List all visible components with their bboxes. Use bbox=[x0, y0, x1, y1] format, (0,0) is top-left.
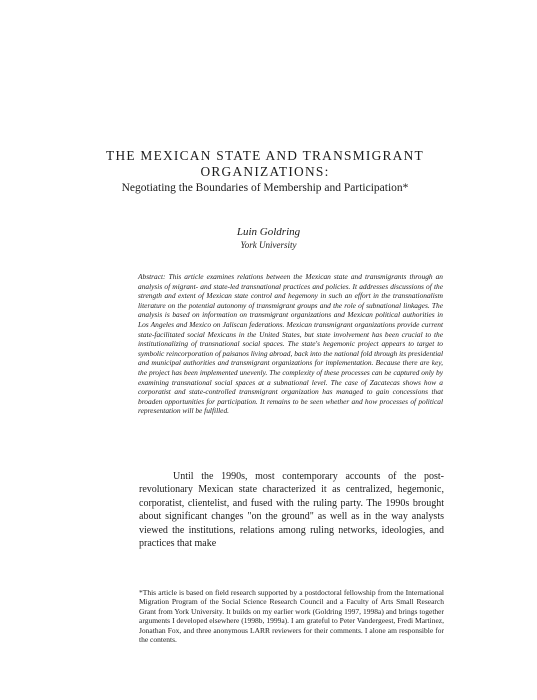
abstract-label: Abstract: bbox=[138, 272, 166, 281]
footnote: *This article is based on field research supported by a postdoctoral fellowship from the International Migration Program of the Social Science Research Council and a Faculty of Arts Small Research Grant from York University. It builds on my earlier work (Goldring 1997, 1998a) and brings together arguments I developed elsewhere (1998b, 1999a). I am grateful to Peter Vandergeest, Fredi Martinez, Jonathan Fox, and three anonymous LARR reviewers for their comments. I alone am responsible for the contents. bbox=[139, 588, 444, 645]
article-subtitle: Negotiating the Boundaries of Membership and Participation* bbox=[121, 182, 409, 194]
author-name: Luin Goldring bbox=[236, 226, 301, 238]
body-paragraph: Until the 1990s, most contemporary accounts of the post-revolutionary Mexican state characterized it as centralized, hegemonic, corporatist, clientelist, and fused with the ruling party. The 1990s brought about significant changes "on the ground" as well as in the way analysts viewed the institutions, relations among ruling networks, ideologies, and practices that make bbox=[139, 471, 444, 550]
abstract-block bbox=[138, 272, 443, 416]
abstract-text: This article examines relations between the Mexican state and transmigrants through an analysis of migrant- and state-led transnational practices and policies. It addresses discussions of the strength and extent of Mexican state control and hegemony in such an effort in the transnationalism literature on the potential autonomy of transmigrant groups and the role of subnational linkages. The analysis is based on information on transmigrant organizations and Mexican political authorities in Los Angeles and Mexico on Jaliscan federations. Mexican transmigrant organizations provide current state-facilitated social Mexicans in the United States, but state involvement has been crucial to the institutionalizing of transnational social spaces. The state's hegemonic project appears to target to symbolic reincorporation of paisanos living abroad, back into the national fold through its presidential and municipal authorities and transmigrant organizations for implementation. Because there are key, the project has been implemented unevenly. The complexity of these processes can be captured only by examining transnational social spaces at a subnational level. The case of Zacatecas shows how a corporatist and state-controlled transmigrant organization has managed to gain concessions that broaden opportunities for participation. It remains to be seen whether and how processes of political representation will be fulfilled. bbox=[138, 272, 443, 416]
author-affiliation: York University bbox=[240, 240, 297, 250]
article-title: THE MEXICAN STATE AND TRANSMIGRANT ORGANIZATIONS: bbox=[106, 148, 424, 179]
